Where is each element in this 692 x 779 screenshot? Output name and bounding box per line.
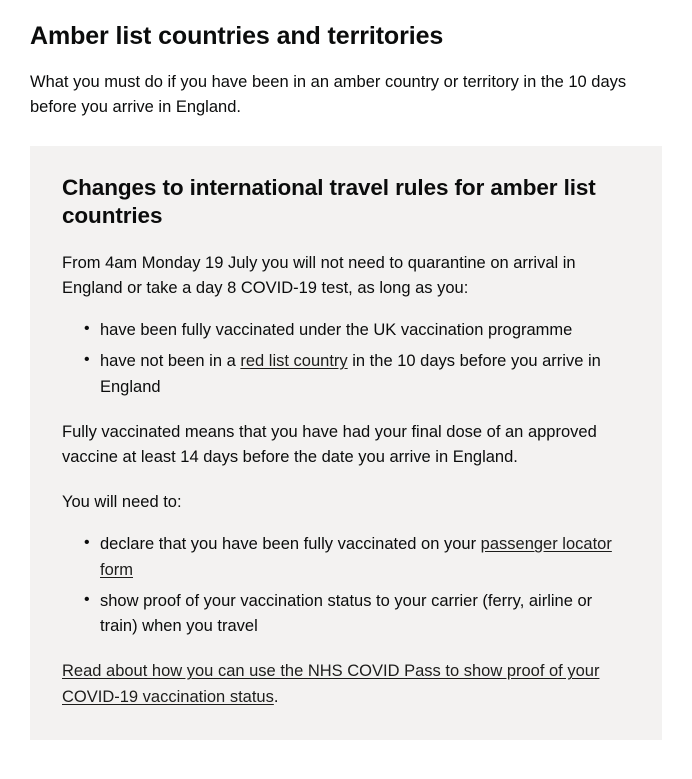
page-intro: What you must do if you have been in an amber country or territory in the 10 days before you arrive in England.	[30, 72, 627, 116]
list-item	[84, 318, 632, 343]
passenger-locator-form-link[interactable]: passenger locator form	[100, 535, 612, 579]
list-item	[84, 589, 632, 639]
red-list-country-link[interactable]: red list country	[240, 352, 348, 371]
callout-list-requirements	[62, 532, 632, 639]
callout-paragraph-1: From 4am Monday 19 July you will not need to quarantine on arrival in England or take a day 8 COVID-19 test, as long as you:	[62, 253, 576, 297]
callout-heading: Changes to international travel rules for amber list countries	[62, 174, 596, 229]
list-item	[84, 532, 632, 582]
callout-paragraph-3: You will need to:	[62, 493, 182, 512]
page-title: Amber list countries and territories	[30, 22, 444, 50]
document-page	[0, 22, 692, 740]
callout-list-vaccination-conditions	[62, 318, 632, 400]
list-item-text: declare that you have been fully vaccinated on your	[100, 535, 481, 554]
nhs-covid-pass-paragraph	[62, 659, 632, 709]
list-item-text: show proof of your vaccination status to your carrier (ferry, airline or train) when you travel	[100, 591, 593, 636]
callout-paragraph-2: Fully vaccinated means that you have had your final dose of an approved vaccine at least 14 days before the date you arrive in England.	[62, 422, 597, 466]
information-callout	[30, 146, 662, 740]
list-item-text: have been fully vaccinated under the UK vaccination programme	[100, 321, 573, 340]
list-item	[84, 349, 632, 399]
final-link-suffix: .	[273, 687, 279, 706]
list-item-text-after: in the 10 days before you arrive in England	[100, 352, 601, 396]
list-item-text: have not been in a	[100, 352, 241, 371]
nhs-covid-pass-link[interactable]: Read about how you can use the NHS COVID Pass to show proof of your COVID-19 vaccination status	[62, 662, 600, 706]
